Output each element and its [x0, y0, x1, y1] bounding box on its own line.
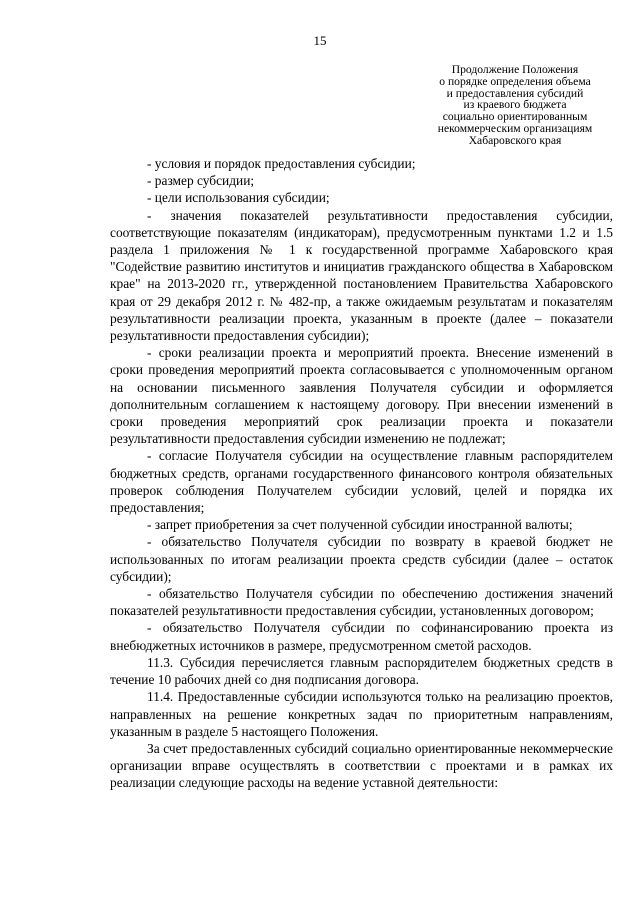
header-line: некоммерческим организациям: [437, 121, 593, 135]
body-paragraph: - обязательство Получателя субсидии по возврату в краевой бюджет не использованных по итогам реализации проекта средств субсидии (далее – остаток субсидии);: [110, 534, 613, 584]
body-paragraph: - обязательство Получателя субсидии по обеспечению достижения значений показателей результативности предоставления субсидии, установленных договором;: [110, 586, 613, 619]
body-paragraph: - размер субсидии;: [147, 173, 255, 189]
continuation-header: [418, 64, 612, 147]
header-line: и предоставления субсидий: [446, 86, 584, 100]
document-body: [110, 155, 613, 792]
body-paragraph: - значения показателей результативности предоставления субсидии, соответствующие показателям (индикаторам), предусмотренным пунктами 1.2 и 1.5 раздела 1 приложения № 1 к государственной программе Хабаровского края "Содействие развитию институтов и инициатив гражданского общества в Хабаровском крае" на 2013-2020 гг., утвержденной постановлением Правительства Хабаровского края от 29 декабря 2012 г. № 482-пр, а также ожидаемым результатам и показателям результативности реализации проекта, указанным в проекте (далее – показатели результативности предоставления субсидии);: [110, 207, 613, 344]
body-paragraph: 11.3. Субсидия перечисляется главным распорядителем бюджетных средств в течение 10 рабочих дней со дня подписания договора.: [110, 654, 613, 688]
body-paragraph: 11.4. Предоставленные субсидии используются только на реализацию проектов, направленных на решение конкретных задач по приоритетным направлениям, указанным в разделе 5 настоящего Положения.: [110, 689, 613, 739]
body-paragraph: - условия и порядок предоставления субсидии;: [147, 156, 416, 171]
header-line: Хабаровского края: [468, 133, 562, 147]
header-line: социально ориентированным: [442, 110, 588, 124]
body-paragraph: - согласие Получателя субсидии на осуществление главным распорядителем бюджетных средств, органами государственного финансового контроля обязательных проверок соблюдения Получателем субсидии условий, целей и порядка их предоставления;: [110, 448, 613, 516]
body-paragraph: - цели использования субсидии;: [147, 190, 330, 206]
body-paragraph: - запрет приобретения за счет полученной субсидии иностранной валюты;: [147, 517, 573, 533]
header-line: Продолжение Положения: [451, 63, 579, 76]
body-paragraph: - сроки реализации проекта и мероприятий проекта. Внесение изменений в сроки проведения мероприятий проекта согласовывается с уполномоченным органом на основании письменного заявления Получателя субсидии и оформляется дополнительным соглашением к настоящему договору. При внесении изменений в сроки проведения мероприятий срок реализации проекта и показатели результативности предоставления субсидии изменению не подлежат;: [110, 345, 613, 447]
body-paragraph: - обязательство Получателя субсидии по софинансированию проекта из внебюджетных источников в размере, предусмотренном сметой расходов.: [110, 620, 613, 653]
header-line: из краевого бюджета: [463, 98, 567, 112]
body-paragraph: За счет предоставленных субсидий социально ориентированные некоммерческие организации вправе осуществлять в соответствии с проектами и в рамках их реализации следующие расходы на ведение уставной деятельности:: [110, 740, 613, 791]
page-number: 15: [313, 33, 327, 48]
header-line: о порядке определения объема: [439, 74, 591, 88]
